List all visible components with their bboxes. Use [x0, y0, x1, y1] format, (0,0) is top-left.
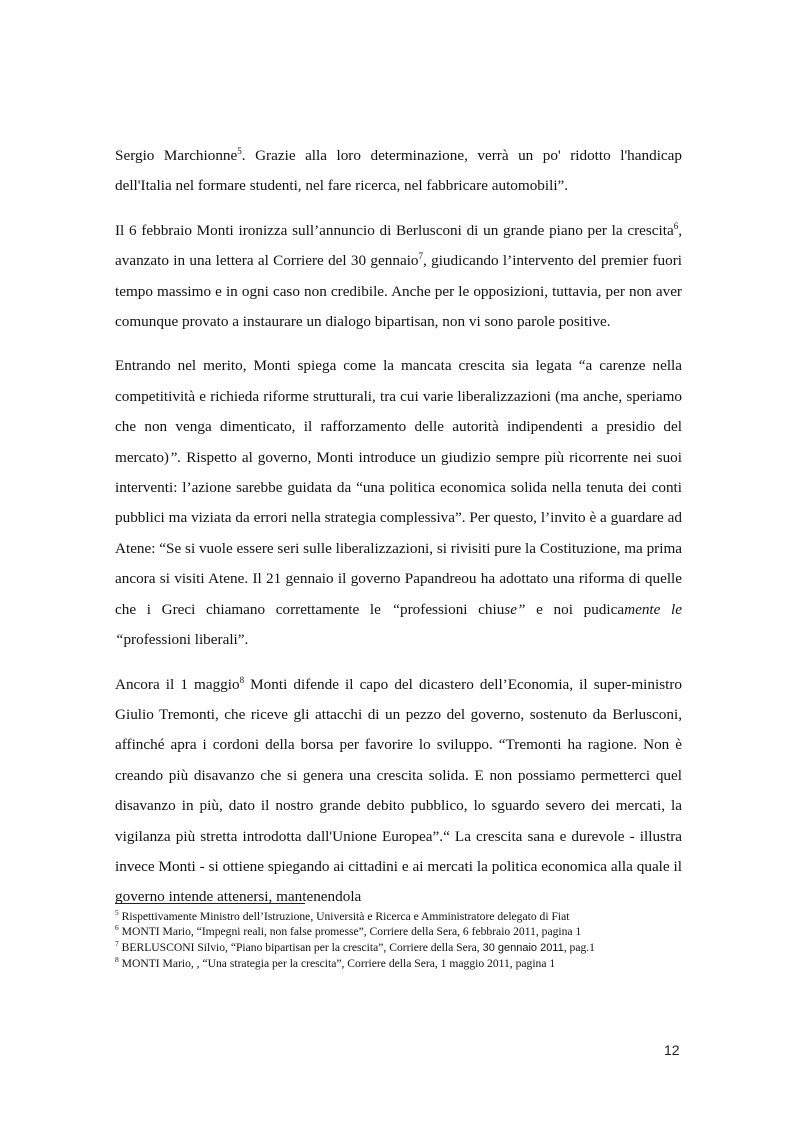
text-run: Ancora il 1 maggio: [115, 675, 240, 693]
footnote-number: 5: [115, 908, 119, 918]
italic-run: mente le “: [115, 600, 683, 649]
body-text: [115, 141, 682, 927]
footnote-text: MONTI Mario, “Impegni reali, non false promesse”, Corriere della Sera, 6 febbraio 2011, pagina 1: [118, 925, 582, 939]
italic-run: se”: [504, 600, 537, 618]
italic-run: ”.: [168, 448, 182, 466]
footnote-7: [115, 940, 695, 956]
footnote-text: MONTI Mario, , “Una strategia per la crescita”, Corriere della Sera, 1 maggio 2011, pagina 1: [118, 957, 556, 971]
text-run: . Grazie alla loro determinazione, verrà un po' ridotto l'handicap dell'Italia nel formare studenti, nel fare ricerca, nel fabbricare automobili”.: [115, 147, 682, 195]
text-run: Sergio Marchionne: [115, 147, 238, 164]
footnote-number: 6: [115, 923, 119, 933]
footnote-text: 30 gennaio 2011: [482, 941, 564, 954]
footnote-separator: [115, 903, 305, 904]
footnote-text: BERLUSCONI Silvio, “Piano bipartisan per la crescita”, Corriere della Sera,: [118, 940, 483, 954]
footnote-number: 7: [115, 938, 119, 948]
text-run: Il 6 febbraio Monti ironizza sull’annuncio di Berlusconi di un grande piano per la crescita: [115, 221, 674, 239]
footnote-6: [115, 924, 695, 939]
text-run: Rispetto al governo, Monti introduce un giudizio sempre più ricorrente nei suoi interventi: l’azione sarebbe guidata da “una politica economica solida nella tenuta dei conti pubblici ma viziata da errori nella strategia complessiva”. Per questo, l’invito è a guardare ad Atene: “Se si vuole essere seri sulle liberalizzazioni, si rivisiti pure la Costituzione, ma prima ancora si visiti Atene. Il 21 gennaio il governo Papandreou ha adottato una riforma di quelle che i Greci chiamano correttamente le: [115, 448, 682, 618]
footnote-ref-7: 7: [418, 251, 424, 262]
footnote-number: 8: [115, 955, 119, 965]
footnote-ref-6: 6: [673, 220, 679, 231]
page-number: 12: [664, 1042, 680, 1058]
paragraph-3: [115, 351, 682, 655]
footnote-ref-5: 5: [237, 145, 242, 156]
paragraph-2: [115, 216, 682, 338]
footnote-text: Rispettivamente Ministro dell’Istruzione, Università e Ricerca e Amministratore delegato di Fiat: [118, 910, 570, 923]
footnote-5: [115, 909, 695, 924]
footnote-8: [115, 956, 695, 971]
text-run: Monti difende il capo del dicastero dell’Economia, il super-ministro Giulio Tremonti, che riceve gli attacchi di un pezzo del governo, sostenuto da Berlusconi, affinché apra i cordoni della borsa per favorire lo sviluppo. “Tremonti ha ragione. Non è creando più disavanzo che si genera una crescita solida. E non possiamo permetterci quel disavanzo in più, dato il nostro grande debito pubblico, lo sguardo severo dei mercati, la vigilanza più stretta introdotta dall'Unione Europea”.“ La crescita sana e durevole - illustra invece Monti - si ottiene spiegando ai cittadini e ai mercati la politica economica alla quale il governo intende attenersi, mantenendola: [115, 675, 682, 906]
text-run: e noi pudica: [536, 600, 625, 618]
text-run: Entrando nel merito, Monti spiega come la mancata crescita sia legata “a carenze nella competitività e richieda riforme strutturali, tra cui varie liberalizzazioni (ma anche, speriamo che non venga dimenticato, il rafforzamento delle autorità indipendenti a presidio del mercato): [115, 357, 682, 466]
text-run: professioni liberali”.: [123, 631, 249, 649]
footnote-text: , pag.1: [563, 940, 595, 954]
text-run: professioni chiu: [400, 600, 505, 618]
paragraph-4: [115, 670, 682, 913]
italic-run: “: [391, 600, 401, 618]
footnote-ref-8: 8: [239, 674, 245, 685]
text-run: , avanzato in una lettera al Corriere del 30 gennaio: [115, 221, 682, 270]
footnotes: [115, 909, 695, 972]
text-run: , giudicando l’intervento del premier fuori tempo massimo e in ogni caso non credibile. Anche per le opposizioni, tuttavia, per non aver comunque provato a instaurare un dialogo bipartisan, non vi sono parole positive.: [115, 252, 682, 331]
paragraph-1: [115, 141, 682, 202]
